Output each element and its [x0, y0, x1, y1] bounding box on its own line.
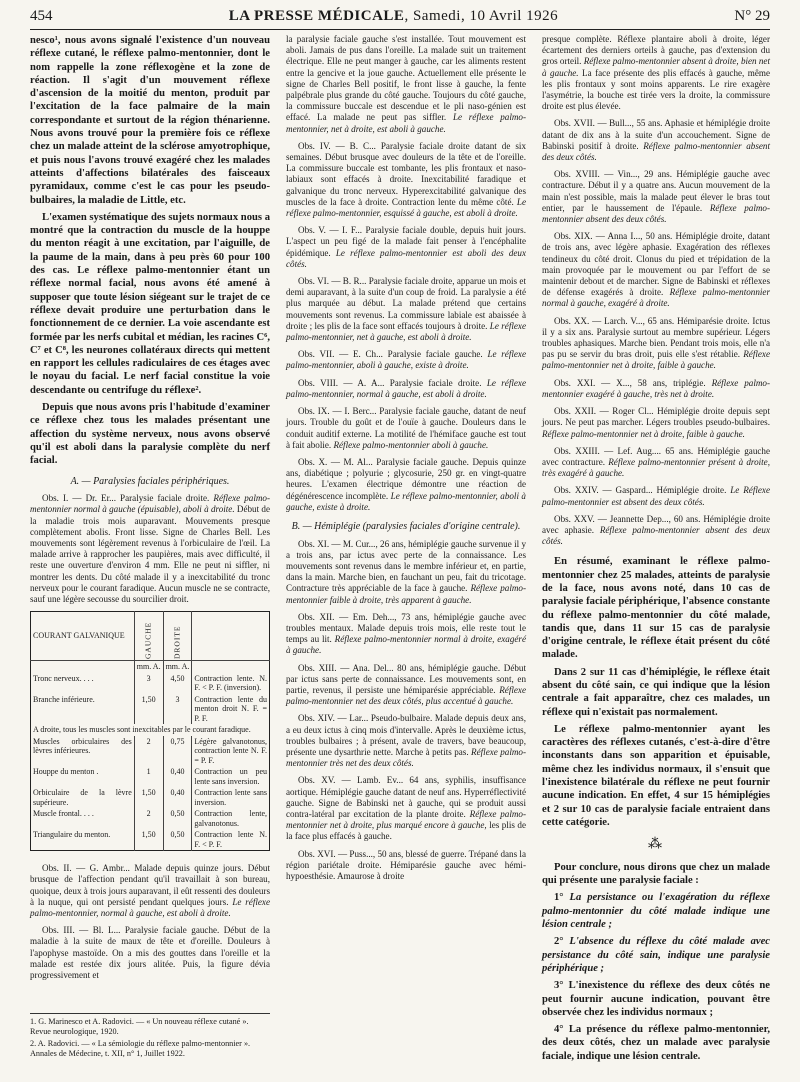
table-unit: mm. A. — [134, 661, 163, 673]
obs-text: Obs. XI. — M. Cur..., 26 ans, hémiplégie gauche survenue il y a trois ans, par ictus avec perte de la connaissance. Les mouvements sont revenus dans le membre inférieur et, en partie, dans la main. Marche bien, en fauchant un peu, fait du tricotage. Contracture très appréciable de la face à gauche. — [286, 538, 526, 594]
section-heading-text: B. — Hémiplégie (paralysies faciales d'origine centrale). — [291, 520, 521, 532]
obs-finding: Le réflexe palmo-mentonnier, aboli à gauche, existe à droite. — [286, 490, 526, 512]
value-gauche: 1 — [134, 766, 163, 787]
obs-finding: Réflexe palmo-mentonnier net à droite, faible à gauche. — [542, 349, 770, 371]
value-droite: 0,40 — [163, 787, 192, 808]
obs-finding: Le Réflexe palmo-mentonnier est absent des deux côtés. — [542, 485, 770, 507]
column-2 — [286, 34, 526, 888]
journal-title — [229, 8, 558, 25]
table-row — [31, 808, 270, 829]
obs-finding: Réflexe palmo-mentonnier absent des deux côtés. — [542, 202, 770, 225]
observation-5 — [286, 225, 526, 270]
observation-16-continued — [542, 34, 770, 112]
observation-13 — [286, 663, 526, 708]
observation-24 — [542, 485, 770, 507]
col-header-note — [192, 612, 270, 661]
obs-finding: Le réflexe palmo-mentonnier, net à gauche, est aboli à droite. — [286, 320, 526, 343]
obs-text: Obs. V. — I. F... Paralysie faciale double, depuis huit jours. L'aspect un peu figé de la malade fait penser à l'encéphalite épidémique. — [286, 225, 526, 258]
observation-2 — [30, 863, 270, 919]
item-number: 2° — [554, 936, 570, 948]
table-row-full — [31, 724, 270, 736]
obs-text: Obs. XXIV. — Gaspard... Hémiplégie droite. — [554, 485, 731, 496]
table-row — [31, 787, 270, 808]
paragraph: L'examen systématique des sujets normaux nous a montré que la contraction du muscle de la houppe du menton réagit à une excitation, par l'aiguille, de la paume de la main, dans à peu près 60 pour 100 des cas. Le réflexe palmo-mentonnier étant un réflexe normal facial, nous avons été amené à supposer que toute lésion siégeant sur le trajet de ce réflexe devait produire une perturbation dans le fonctionnement de ce dernier. La voie ascendante est formée par les nerfs cubital et médian, les racines C⁶, C⁷ et C⁸, les neurones collatéraux directs qui mettent en rapport les cellules radiculaires de ces étages avec le noyau du facial. Le nerf facial constitue la voie descendante ou centrifuge du réflexe². — [30, 211, 270, 396]
item-text: La présence du réflexe palmo-mentonnier, des deux côtés, chez un malade avec paralysie faciale, indique une lésion centrale. — [542, 1024, 770, 1062]
obs-finding: Réflexe palmo-mentonnier normal à droite, exagéré à gauche. — [286, 634, 526, 656]
observation-6 — [286, 276, 526, 343]
obs-finding: Le réflexe palmo-mentonnier, esquissé à gauche, est aboli à droite. — [286, 196, 526, 219]
obs-finding: Réflexe palmo-mentonnier exagéré à gauche, très net à droite. — [542, 377, 770, 399]
obs-text: Obs. XXIII. — Lef. Aug.... 65 ans. Hémiplégie gauche avec contracture. — [542, 445, 770, 467]
table-cell — [192, 661, 270, 673]
observation-3-continued — [286, 34, 526, 135]
table-unit: mm. A. — [163, 661, 192, 673]
item-number: 1° — [554, 892, 570, 904]
table-row — [31, 673, 270, 694]
obs-text: Début de la maladie trois mois auparavant. Mouvements presque complètement abolis. Front lisse. Signe de Charles Bell. Les mouvements sont légèrement revenus à l'orbiculaire de l'œil. La malade arrive à rapprocher les paupières, mais avec difficulté, il reste une ouverture d'environ 4 mm. Elle ne peut ni siffler, ni montrer les dents. Du côté malade il y a inexcitabilité du tronc nerveux pour le courant faradique. Aucun muscle ne se contracte, sauf une légère secousse du sourcilier droit. — [30, 504, 270, 604]
obs-text: Obs. III. — Bl. L... Paralysie faciale gauche. Début de la maladie à la suite de maux de tête et d'oreille. Douleurs à l'apophyse mastoïde. On a mis des gouttes dans l'oreille et la malade est restée dix jours alitée. Puis, la figure dévia progressivement et — [30, 925, 270, 980]
col-header-gauche: GAUCHE — [134, 612, 163, 661]
value-gauche: 1,50 — [134, 694, 163, 725]
obs-finding: Le réflexe palmo-mentonnier, net à droite, est aboli à gauche. — [286, 112, 526, 134]
obs-text: Obs. XVII. — Bull..., 55 ans. Aphasie et hémiplégie droite datant de dix ans à la suite d'un accouchement. Signe de Babinski positif à droite. — [542, 118, 770, 151]
obs-text: Obs. IX. — I. Berc... Paralysie faciale gauche, datant de neuf jours. Trouble du goût et de l'ouïe à gauche. Douleurs dans le conduit auditif externe. La motilité de l'hémiface gauche est tout à fait abolie. — [286, 406, 526, 450]
intro-text — [30, 34, 270, 468]
observation-18 — [542, 169, 770, 225]
asterism: ⁂ — [648, 837, 664, 853]
obs-finding: Le réflexe palmo-mentonnier, normal à gauche, est aboli à droite. — [30, 896, 270, 918]
obs-text: Obs. XXII. — Roger Cl... Hémiplégie droite depuis sept jours. Ne peut pas marcher. Légers troubles pseudo-bulbaires. — [542, 406, 770, 428]
conclusion-item — [542, 935, 770, 975]
conclusion-item — [542, 979, 770, 1019]
value-gauche: 2 — [134, 808, 163, 829]
table-row — [31, 766, 270, 787]
obs-text: Obs. XX. — Larch. V..., 65 ans. Hémiparésie droite. Ictus il y a six ans. Paralysie surtout au membre supérieur. Légers troubles aphasiques. Marche bien. Pendant trois mois, elle n'a pas pu se servir du bras droit, puis elle s'est rétablie. — [542, 315, 770, 360]
row-note: Contraction lente N. F. < P. F. — [192, 829, 270, 851]
row-note: Contraction lente, galvanotonus. — [192, 808, 270, 829]
obs-text: Obs. I. — Dr. Er... Paralysie faciale droite. — [42, 493, 214, 504]
observation-12 — [286, 612, 526, 657]
obs-text: Obs. VIII. — A. A... Paralysie faciale droite. — [298, 377, 487, 388]
obs-text: Obs. XVI. — Puss..., 50 ans, blessé de guerre. Trépané dans la région pariétale droite. Hémiparésie gauche avec hémi-hypoesthésie. Amaurose à droite — [286, 848, 526, 881]
obs-finding: Réflexe palmo-mentonnier très net des deux côtés. — [286, 746, 526, 769]
obs-text: presque complète. Réflexe plantaire aboli à droite, léger écartement des derniers orteils à gauche, pas d'extension du gros orteil. — [542, 34, 770, 67]
observation-22 — [542, 406, 770, 440]
column-1 — [30, 34, 270, 987]
observation-11 — [286, 539, 526, 606]
item-number: 3° — [554, 980, 569, 992]
column-3 — [542, 34, 770, 1067]
obs-text: les plis de la face plus effacés à gauche. — [286, 820, 526, 842]
paragraph: Le réflexe palmo-mentonnier ayant les caractères des réflexes cutanés, c'est-à-dire d'être inconstants dans son apparition et épuisable, même chez les individus normaux, il s'ensuit que l'inexistence bilatérale du réflexe ne peut fournir aucune indication. En effet, 4 sur 15 hémiplégies et 2 sur 10 cas de paralysie faciale entraient dans cette catégorie. — [542, 723, 770, 828]
article-body — [30, 34, 770, 1082]
page-number: 454 — [30, 8, 53, 24]
observation-1 — [30, 493, 270, 605]
obs-text: Obs. XVIII. — Vin..., 29 ans. Hémiplégie gauche avec contracture. Début il y a quatre ans. Aucun mouvement de la main n'est possible, mais la malade peut élever le bras tout entier, par le haussement de l'épaule. — [542, 169, 770, 213]
value-droite: 3 — [163, 694, 192, 725]
value-gauche: 2 — [134, 736, 163, 767]
observation-20 — [542, 316, 770, 372]
observation-9 — [286, 406, 526, 451]
paragraph: Pour conclure, nous dirons que chez un malade qui présente une paralysie faciale : — [542, 861, 770, 887]
obs-finding: Le réflexe palmo-mentonnier, aboli à gauche, existe à droite. — [286, 349, 526, 371]
item-text: L'inexistence du réflexe des deux côtés ne peut fournir aucune indication, pouvant être observée chez les individus normaux ; — [542, 980, 770, 1018]
table-row — [31, 736, 270, 767]
obs-finding: Réflexe palmo-mentonnier normal à gauche (épuisable), aboli à droite. — [30, 493, 270, 515]
observation-23 — [542, 446, 770, 480]
value-droite: 0,50 — [163, 808, 192, 829]
obs-finding: Le réflexe palmo-mentonnier, normal à gauche, est aboli à droite. — [286, 377, 526, 399]
paragraph: nesco¹, nous avons signalé l'existence d'un nouveau réflexe cutané, le réflexe palmo-mentonnier, dont le nom rappelle la zone réflexogène et la zone de réaction. Il s'agit d'un mouvement réflexe d'ascension de la moitié du menton, produit par l'excitation de la face palmaire de la main correspondante et surtout de la région thénarienne. Nous avons trouvé pour la première fois ce réflexe chez un malade atteint de la sclérose amyotrophique, et puis nous l'avons trouvé exagéré chez les malades atteints d'affections bilatérales des faisceaux pyramidaux, comme c'est le cas pour les pseudo-bulbaires, la maladie de Little, etc. — [30, 35, 270, 206]
obs-text: Obs. VII. — E. Ch... Paralysie faciale gauche. — [298, 349, 488, 360]
observation-8 — [286, 378, 526, 400]
table-row — [31, 829, 270, 851]
value-droite: 0,75 — [163, 736, 192, 767]
observation-25 — [542, 514, 770, 548]
section-heading-a — [30, 476, 270, 488]
value-droite: 0,50 — [163, 829, 192, 851]
obs-text: Obs. XIX. — Anna I..., 50 ans. Hémiplégie droite, datant de trois ans, avec légère aphasie. Exagération des réflexes tendineux du côté droit. Clonus du pied et trépidation de la main provoquée par le mouvement ou par l'effort de se maintenir debout et de marcher. Signe de Babinski et réflexes de défense exagérés à droite. — [542, 231, 770, 298]
paragraph: En résumé, examinant le réflexe palmo-mentonnier chez 25 malades, atteints de paralysie de la face, nous avons noté, dans 10 cas de paralysie faciale périphérique, l'absence constante du réflexe palmo-mentonnier du côté malade, tandis que, dans 11 sur 15 cas de paralysie d'origine centrale, le réflexe était présent du côté malade. — [542, 556, 770, 661]
observation-19 — [542, 231, 770, 309]
issue-number: N° 29 — [734, 8, 770, 24]
obs-finding: Réflexe palmo-mentonnier présent à droite, très exagéré à gauche. — [542, 456, 770, 479]
col-header-droite: DROITE — [163, 612, 192, 661]
conclusion — [542, 861, 770, 1063]
observation-3 — [30, 925, 270, 981]
value-gauche: 1,50 — [134, 787, 163, 808]
observation-16 — [286, 849, 526, 883]
journal-name: LA PRESSE MÉDICALE — [228, 8, 405, 24]
paragraph: Dans 2 sur 11 cas d'hémiplégie, le réflexe était absent du côté sain, ce qui indique que la lésion centrale a fait apparaître, chez ces malades, un réflexe qui n'existait pas normalement. — [542, 666, 770, 718]
item-number: 4° — [554, 1024, 569, 1036]
table-row — [31, 694, 270, 725]
row-note: Contraction lente du menton droit N. F. = P. F. — [192, 694, 270, 725]
obs-text: Obs. X. — M. Al... Paralysie faciale gauche. Depuis quinze ans, diabétique ; polyurie ; glycosurie, 250 gr. en vingt-quatre heures. L'examen électrique démontre une réaction de dégénérescence incomplète. — [286, 456, 526, 501]
obs-text: Obs. IV. — B. C... Paralysie faciale droite datant de six semaines. Début brusque avec douleurs de la tête et de l'oreille. La commissure buccale est tombante, les plis frontaux et naso-labiaux sont effacés à droite. Inexcitabilité faradique et galvanique du tronc nerveux. Hyperexcitabilité galvanique des muscles de la face à droite. Contraction lente du même côté. — [286, 140, 526, 207]
col-header-courant: COURANT GALVANIQUE — [31, 612, 135, 661]
observation-15 — [286, 775, 526, 842]
row-note: Contraction un peu lente sans inversion. — [192, 766, 270, 787]
conclusion-item — [542, 891, 770, 931]
section-heading-text: A. — Paralysies faciales périphériques. — [70, 475, 230, 487]
value-gauche: 1,50 — [134, 829, 163, 851]
observation-4 — [286, 141, 526, 219]
conclusion-item — [542, 1023, 770, 1063]
observation-10 — [286, 457, 526, 513]
obs-text: Obs. XII. — Em. Deh..., 73 ans, hémiplégie gauche avec troubles mentaux. Malade depuis trois mois, elle reste tout le temps au lit. — [286, 611, 526, 645]
obs-text: Obs. XIII. — Ana. Del... 80 ans, hémiplégie gauche. Début par ictus sans perte de connaissance. Les mouvements sont, en partie, revenus, il persiste une hémiparésie appréciable. — [286, 662, 526, 695]
footnote: 1. G. Marinesco et A. Radovici. — « Un nouveau réflexe cutané ». Revue neurologique, 1920. — [30, 1017, 249, 1036]
value-droite: 0,40 — [163, 766, 192, 787]
obs-finding: Réflexe palmo-mentonnier normal à gauche, exagéré à droite. — [542, 287, 770, 309]
row-note: Légère galvanotonus, contraction lente N. F. = P. F. — [192, 736, 270, 767]
section-heading-b — [286, 521, 526, 533]
observation-7 — [286, 349, 526, 371]
table-cell — [31, 661, 135, 673]
observation-21 — [542, 378, 770, 400]
row-label: Houppe du menton . — [33, 767, 99, 777]
obs-text: la paralysie faciale gauche s'est installée. Tout mouvement est aboli. Jamais de pus dans l'oreille. La malade suit un traitement électrique. Elle ne peut manger à gauche, car les aliments restent entre la gencive et la joue gauche. Actuellement elle présente le signe de Charles Bell positif, le front lisse à gauche, la fente palpébrale plus grande du côté gauche. Toujours du côté gauche, la commissure buccale est descendue et le pli naso-génien est effacé. La malade ne peut pas siffler. — [286, 34, 526, 123]
full-row-text: A droite, tous les muscles sont inexcitables par le courant faradique. — [33, 725, 251, 735]
issue-date: , Samedi, 10 Avril 1926 — [404, 8, 559, 24]
obs-finding: Réflexe palmo-mentonnier net des deux côtés, plus accentué à gauche. — [286, 684, 526, 707]
row-label: Branche inférieure. — [33, 694, 95, 704]
obs-text: Obs. VI. — B. R... Paralysie faciale droite, apparue un mois et demi auparavant, à la suite d'un coup de froid. La paralysie a été plus marquée au début. La malade prétend que certains mouvements sont revenus. La commissure labiale est abaissée à droite ; les plis de la face sont effacés toujours à droite. — [286, 276, 526, 331]
row-label: Triangulaire du menton. — [33, 830, 111, 840]
obs-finding: Réflexe palmo-mentonnier aboli à gauche. — [333, 439, 489, 450]
obs-finding: Réflexe palmo-mentonnier absent des deux côtés. — [542, 140, 770, 163]
value-gauche: 3 — [134, 673, 163, 694]
obs-text: La face présente des plis effacés à gauche, même les plis frontaux y sont moins apparents. Le rire exagère l'asymétrie, la bouche est tirée vers la droite, la commissure droite est plus élevée. — [542, 67, 770, 112]
obs-text: Obs. XV. — Lamb. Ev... 64 ans, syphilis, insuffisance aortique. Hémiplégie gauche datant de neuf ans. Hyperréflectivité gauche. Signe de Babinski net à gauche, qui se produit aussi contra-latéral par excitation de la plante droite. — [286, 775, 526, 819]
obs-finding: Réflexe palmo-mentonnier faible à droite, très apparent à gauche. — [286, 583, 526, 605]
obs-text: Obs. XIV. — Lar... Pseudo-bulbaire. Malade depuis deux ans, a eu deux ictus à cinq mois d'intervalle. Après le deuxième ictus, troubles bulbaires ; à présent, avale de travers, bave beaucoup, présente une dysarthrie nette. Marche à petits pas. — [286, 713, 526, 757]
obs-text: Obs. XXV. — Jeannette Dep..., 60 ans. Hémiplégie droite avec aphasie. — [542, 513, 770, 535]
item-text: La persistance ou l'exagération du réflexe palmo-mentonnier du côté malade indique une lésion centrale ; — [542, 892, 770, 931]
row-label: Muscles orbiculaires des lèvres inférieures. — [33, 736, 132, 756]
row-label: Orbiculaire de la lèvre supérieure. — [33, 788, 132, 807]
footnotes — [30, 1013, 270, 1061]
footnote: 2. A. Radovici. — « La sémiologie du réflexe palmo-mentonnier ». Annales de Médecine, t. XII, n° 1, Juillet 1922. — [30, 1039, 251, 1058]
summary — [542, 555, 770, 829]
galvanic-table — [30, 611, 270, 851]
item-text: L'absence du réflexe du côté malade avec persistance du côté sain, indique une paralysie périphérique ; — [542, 936, 771, 974]
obs-finding: Réflexe palmo-mentonnier absent des deux côtés. — [542, 524, 770, 547]
row-label: Tronc nerveux. . . . — [33, 673, 94, 683]
observation-17 — [542, 118, 770, 163]
observation-14 — [286, 713, 526, 769]
paragraph: Depuis que nous avons pris l'habitude d'examiner ce réflexe chez tous les malades présentant une affection du système nerveux, nous avons observé qu'il est aboli dans la paralysie complète du nerf facial. — [30, 402, 270, 467]
row-note: Contraction lente. N. F. < P. F. (inversion). — [192, 673, 270, 694]
obs-finding: Réflexe palmo-mentonnier absent à droite, bien net à gauche. — [542, 56, 770, 78]
obs-text: Obs. II. — G. Ambr... Malade depuis quinze jours. Début brusque de l'affection pendant qu'il travaillait à son bureau, quoique, deux à trois jours auparavant, il eût ressenti des douleurs à la nuque, qui ont persisté pendant quelques jours. — [30, 863, 270, 907]
row-note: Contraction lente sans inversion. — [192, 787, 270, 808]
obs-finding: Réflexe palmo-mentonnier net à droite, plus marqué encore à gauche, — [286, 808, 526, 831]
obs-finding: Le réflexe palmo-mentonnier est aboli des deux côtés. — [286, 247, 526, 269]
value-droite: 4,50 — [163, 673, 192, 694]
obs-finding: Réflexe palmo-mentonnier net à droite, faible à gauche. — [542, 428, 745, 439]
running-header — [30, 8, 770, 30]
obs-text: Obs. XXI. — X..., 58 ans, triplégie. — [554, 377, 712, 388]
row-label: Muscle frontal. . . . — [33, 809, 94, 819]
